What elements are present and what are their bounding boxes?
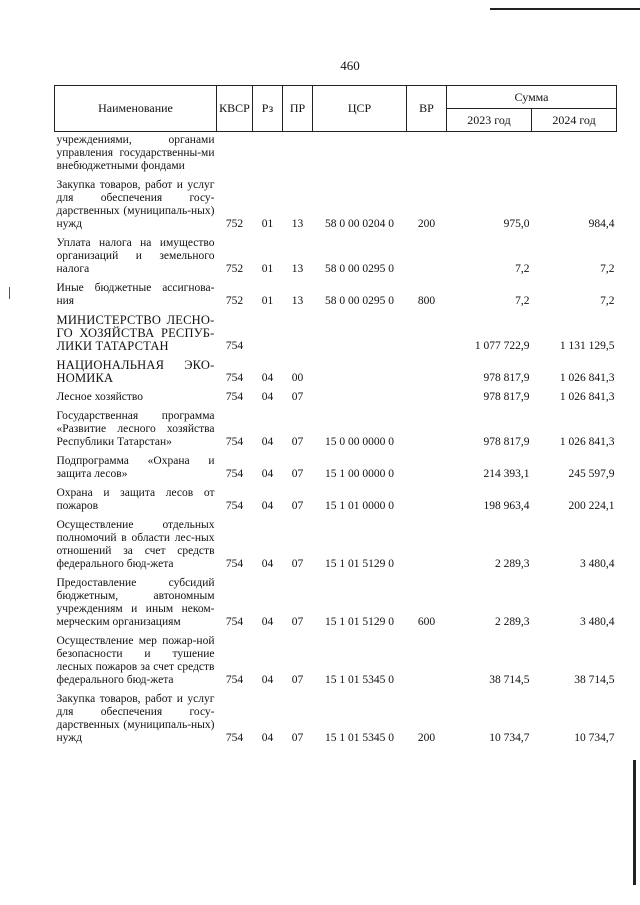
row-rz: 04 (261, 558, 274, 570)
row-name: НАЦИОНАЛЬНАЯ ЭКО-НОМИКА (56, 358, 215, 385)
header-pr: ПР (283, 86, 313, 132)
row-kvsr: 754 (225, 558, 244, 570)
row-sum-2024 (532, 132, 617, 177)
row-kvsr: 754 (225, 340, 244, 352)
header-csr: ЦСР (313, 86, 407, 132)
row-csr (313, 356, 407, 388)
row-csr (313, 132, 407, 177)
row-sum-2023: 214 393,1 (483, 468, 530, 480)
row-rz: 04 (261, 674, 274, 686)
row-kvsr: 752 (225, 263, 244, 275)
table-row (55, 311, 617, 356)
row-sum-2024: 1 026 841,3 (559, 436, 615, 448)
row-kvsr: 754 (225, 436, 244, 448)
table-header (55, 86, 617, 132)
table-body (55, 132, 617, 749)
row-rz (253, 132, 283, 177)
row-name: Закупка товаров, работ и услуг для обеспечения госу-дарственных (муниципаль-ных) нужд (56, 693, 215, 744)
page-number: 460 (340, 58, 360, 73)
row-vr (407, 407, 447, 452)
row-pr: 13 (291, 218, 304, 230)
row-rz: 04 (261, 468, 274, 480)
row-pr: 07 (291, 616, 304, 628)
row-csr: 15 1 01 5345 0 (325, 732, 394, 744)
row-sum-2023: 2 289,3 (495, 558, 530, 570)
row-pr: 07 (291, 436, 304, 448)
row-sum-2023: 10 734,7 (489, 732, 530, 744)
row-pr: 07 (291, 500, 304, 512)
row-rz: 04 (261, 500, 274, 512)
row-sum-2024: 1 026 841,3 (559, 372, 615, 384)
row-pr: 13 (291, 295, 304, 307)
header-vr: ВР (407, 86, 447, 132)
row-sum-2023: 975,0 (503, 218, 530, 230)
row-sum-2024: 7,2 (600, 295, 615, 307)
table-row (55, 234, 617, 279)
table-row (55, 574, 617, 632)
row-sum-2023: 2 289,3 (495, 616, 530, 628)
row-name: Лесное хозяйство (56, 391, 144, 403)
row-sum-2024: 10 734,7 (574, 732, 615, 744)
row-name: Иные бюджетные ассигнова-ния (56, 282, 215, 307)
row-sum-2024: 3 480,4 (580, 558, 615, 570)
header-rz: Рз (253, 86, 283, 132)
table-row (55, 176, 617, 234)
table-row (55, 279, 617, 311)
table-row (55, 632, 617, 690)
row-sum-2024: 1 026 841,3 (559, 391, 615, 403)
budget-table (54, 85, 617, 748)
row-sum-2024: 984,4 (588, 218, 615, 230)
row-vr: 800 (417, 295, 436, 307)
row-kvsr: 754 (225, 391, 244, 403)
row-pr (283, 132, 313, 177)
row-pr: 07 (291, 468, 304, 480)
row-rz: 01 (261, 263, 274, 275)
table-row (55, 690, 617, 748)
table-row (55, 516, 617, 574)
row-csr: 58 0 00 0295 0 (325, 295, 394, 307)
row-rz: 01 (261, 295, 274, 307)
row-sum-2024: 3 480,4 (580, 616, 615, 628)
row-kvsr: 754 (225, 468, 244, 480)
row-sum-2023: 38 714,5 (489, 674, 530, 686)
row-kvsr: 754 (225, 616, 244, 628)
header-kvsr: КВСР (217, 86, 253, 132)
row-csr: 15 1 01 5129 0 (325, 558, 394, 570)
row-kvsr: 752 (225, 218, 244, 230)
row-csr: 15 1 01 0000 0 (325, 500, 394, 512)
row-kvsr: 754 (225, 674, 244, 686)
row-csr: 58 0 00 0295 0 (325, 263, 394, 275)
row-vr (407, 516, 447, 574)
row-vr (407, 484, 447, 516)
table-row (55, 132, 617, 177)
row-rz: 01 (261, 218, 274, 230)
row-vr (407, 311, 447, 356)
row-rz: 04 (261, 732, 274, 744)
row-sum-2023: 7,2 (515, 295, 530, 307)
table-row (55, 356, 617, 388)
row-name: Осуществление мер пожар-ной безопасности и тушение лесных пожаров за счет средств федерального бюд-жета (56, 635, 215, 686)
row-csr: 15 1 01 5129 0 (325, 616, 394, 628)
header-year-2023: 2023 год (447, 109, 532, 132)
row-sum-2024: 38 714,5 (574, 674, 615, 686)
header-name: Наименование (55, 86, 217, 132)
row-pr: 07 (291, 674, 304, 686)
row-csr (313, 388, 407, 407)
row-name: Предоставление субсидий бюджетным, автономным учреждениям и иным неком-мерческим организациям (56, 577, 215, 628)
row-kvsr: 754 (225, 500, 244, 512)
row-pr: 07 (291, 558, 304, 570)
row-name: Уплата налога на имущество организаций и земельного налога (56, 237, 215, 275)
row-vr (407, 132, 447, 177)
row-name: Подпрограмма «Охрана и защита лесов» (56, 455, 215, 480)
row-rz: 04 (261, 616, 274, 628)
scan-margin-mark (9, 287, 10, 299)
row-pr: 07 (291, 732, 304, 744)
row-sum-2023: 978 817,9 (483, 372, 530, 384)
row-kvsr: 752 (225, 295, 244, 307)
row-name: МИНИСТЕРСТВО ЛЕСНО-ГО ХОЗЯЙСТВА РЕСПУБ-ЛИКИ ТАТАРСТАН (56, 313, 215, 353)
row-rz: 04 (261, 372, 274, 384)
row-kvsr (217, 132, 253, 177)
row-vr: 200 (417, 732, 436, 744)
row-name: Осуществление отдельных полномочий в области лес-ных отношений за счет средств федерального бюд-жета (56, 519, 215, 570)
row-kvsr: 754 (225, 372, 244, 384)
row-rz: 04 (261, 436, 274, 448)
row-csr: 15 1 01 5345 0 (325, 674, 394, 686)
header-year-2024: 2024 год (532, 109, 617, 132)
row-pr (283, 311, 313, 356)
row-vr: 600 (417, 616, 436, 628)
row-vr (407, 388, 447, 407)
row-vr (407, 632, 447, 690)
row-name: Государственная программа «Развитие лесного хозяйства Республики Татарстан» (56, 410, 215, 448)
header-sum: Сумма (447, 86, 617, 109)
row-sum-2024: 245 597,9 (568, 468, 615, 480)
row-csr: 15 0 00 0000 0 (325, 436, 394, 448)
row-pr: 07 (291, 391, 304, 403)
row-rz: 04 (261, 391, 274, 403)
scan-edge-mark (633, 760, 636, 885)
row-sum-2024: 7,2 (600, 263, 615, 275)
row-rz (253, 311, 283, 356)
row-name: Охрана и защита лесов от пожаров (56, 487, 215, 512)
row-vr: 200 (417, 218, 436, 230)
row-sum-2023: 7,2 (515, 263, 530, 275)
table-row (55, 407, 617, 452)
row-name: Закупка товаров, работ и услуг для обеспечения госу-дарственных (муниципаль-ных) нужд (56, 179, 215, 230)
row-sum-2023 (447, 132, 532, 177)
row-sum-2024: 200 224,1 (568, 500, 615, 512)
row-sum-2023: 978 817,9 (483, 391, 530, 403)
row-sum-2023: 978 817,9 (483, 436, 530, 448)
row-csr: 58 0 00 0204 0 (325, 218, 394, 230)
row-name: учреждениями, органами управления государственны-ми внебюджетными фондами (56, 134, 215, 172)
row-vr (407, 234, 447, 279)
row-pr: 13 (291, 263, 304, 275)
row-sum-2023: 198 963,4 (483, 500, 530, 512)
top-rule (490, 8, 640, 10)
row-sum-2023: 1 077 722,9 (474, 340, 530, 352)
row-vr (407, 356, 447, 388)
table-row (55, 452, 617, 484)
row-kvsr: 754 (225, 732, 244, 744)
table-row (55, 484, 617, 516)
row-csr: 15 1 00 0000 0 (325, 468, 394, 480)
row-pr: 00 (291, 372, 304, 384)
row-csr (313, 311, 407, 356)
row-sum-2024: 1 131 129,5 (559, 340, 615, 352)
table-row (55, 388, 617, 407)
row-vr (407, 452, 447, 484)
